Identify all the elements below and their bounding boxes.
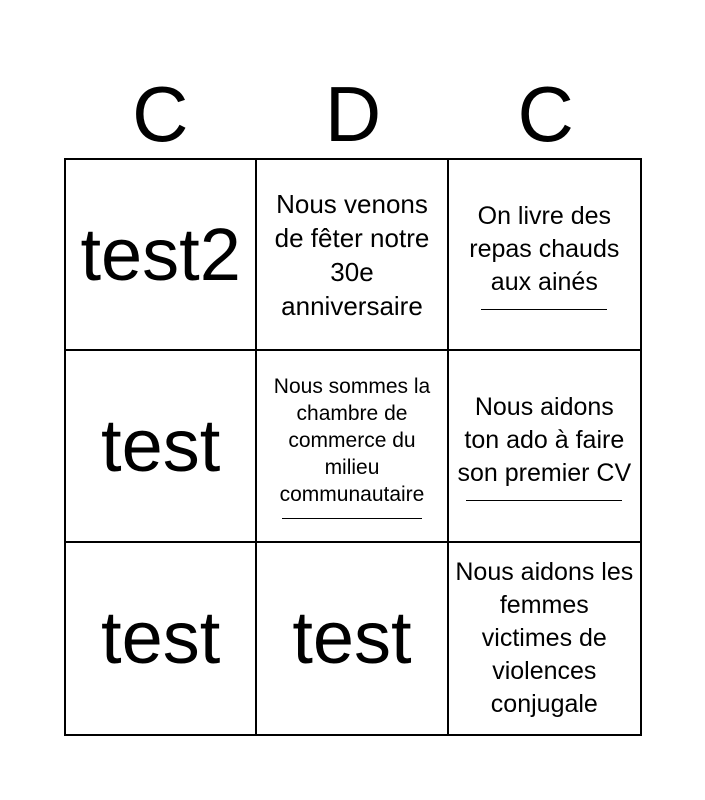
cell-underline: [481, 309, 607, 310]
bingo-grid: [64, 158, 642, 736]
bingo-cell-r2c1[interactable]: [66, 351, 257, 542]
cell-underline: [466, 500, 622, 501]
header-letter-1: C: [132, 70, 189, 158]
bingo-cell-r3c2[interactable]: [257, 543, 448, 734]
cell-underline: [282, 518, 422, 519]
cell-text: Nous venons de fêter notre 30e anniversaire: [274, 188, 430, 321]
cell-text: test: [292, 596, 412, 680]
header-letter-3: C: [517, 70, 574, 158]
cell-text: Nous sommes la chambre de commerce du milieu communautaire: [273, 374, 431, 506]
cell-text: Nous aidons les femmes victimes de violences conjugale: [455, 557, 634, 718]
bingo-cell-r3c1[interactable]: [66, 543, 257, 734]
bingo-cell-r1c2[interactable]: [257, 160, 448, 351]
cell-text: Nous aidons ton ado à faire son premier CV: [457, 392, 632, 487]
bingo-cell-r2c3[interactable]: [449, 351, 640, 542]
cell-text: test2: [80, 212, 241, 296]
bingo-header: [64, 70, 642, 158]
cell-text: test: [101, 403, 221, 487]
cell-text: On livre des repas chauds aux ainés: [469, 201, 620, 296]
bingo-cell-r1c1[interactable]: [66, 160, 257, 351]
bingo-cell-r2c2[interactable]: [257, 351, 448, 542]
bingo-cell-r3c3[interactable]: [449, 543, 640, 734]
cell-text: test: [101, 596, 221, 680]
bingo-cell-r1c3[interactable]: [449, 160, 640, 351]
header-letter-2: D: [324, 70, 382, 158]
